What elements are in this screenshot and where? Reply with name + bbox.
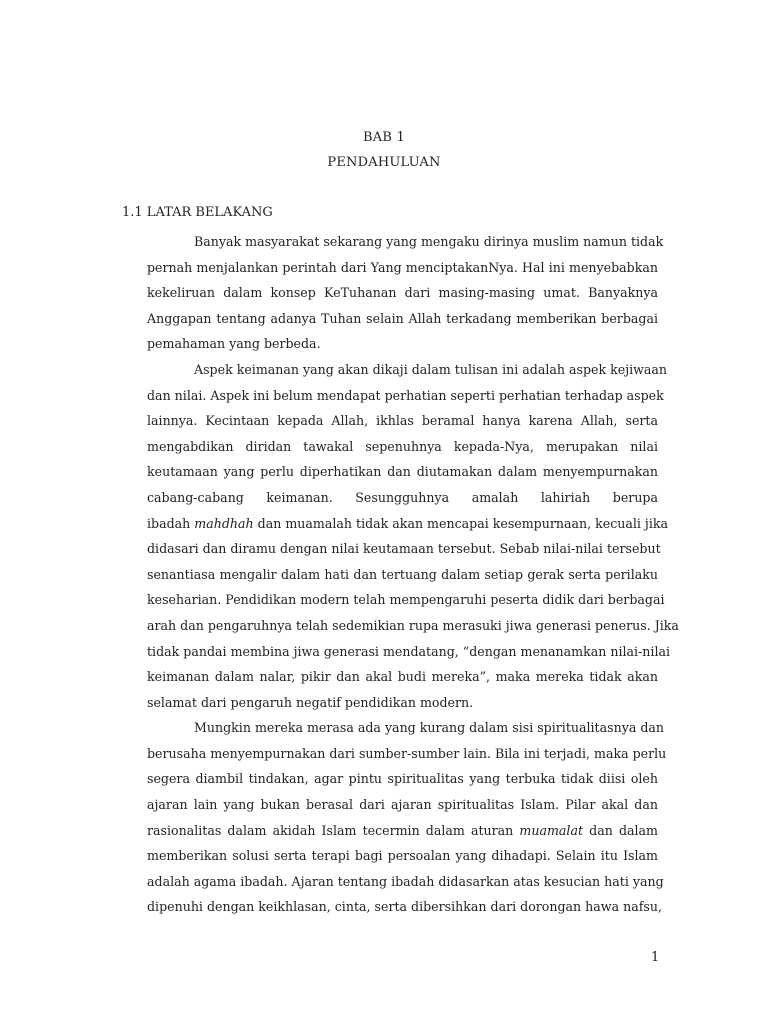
chapter-title: PENDAHULUAN [327,155,441,170]
page-number: 1 [651,950,660,965]
text-segment: dan dalam [583,822,658,838]
text-segment: rasionalitas dalam akidah Islam tecermin dalam aturan [147,822,520,838]
text-line: Banyak masyarakat sekarang yang mengaku dirinya muslim namun tidak [194,234,664,249]
text-line: ajaran lain yang bukan berasal dari ajaran spiritualitas Islam. Pilar akal dan [147,797,658,813]
text-line: keimanan dalam nalar, pikir dan akal budi mereka”, maka mereka tidak akan [147,669,658,685]
text-segment: dan muamalah tidak akan mencapai kesempurnaan, kecuali jika [253,515,668,531]
text-line: memberikan solusi serta terapi bagi persoalan yang dihadapi. Selain itu Islam [147,848,658,864]
text-line-mixed [147,818,658,844]
italic-term: mahdhah [194,515,254,531]
text-line: segera diambil tindakan, agar pintu spiritualitas yang terbuka tidak diisi oleh [147,771,658,787]
body-text [147,229,679,920]
text-line: arah dan pengaruhnya telah sedemikian rupa merasuki jiwa generasi penerus. Jika [147,617,679,633]
section-heading: 1.1 LATAR BELAKANG [122,205,273,220]
text-line: selamat dari pengaruh negatif pendidikan modern. [147,694,474,710]
text-line: pemahaman yang berbeda. [147,336,321,352]
text-line: dan nilai. Aspek ini belum mendapat perhatian seperti perhatian terhadap aspek [147,387,664,403]
text-line: kekeliruan dalam konsep KeTuhanan dari masing-masing umat. Banyaknya [147,285,658,301]
text-line: Anggapan tentang adanya Tuhan selain Allah terkadang memberikan berbagai [147,310,658,326]
text-line: lainnya. Kecintaan kepada Allah, ikhlas beramal hanya karena Allah, serta [147,413,658,429]
text-line: tidak pandai membina jiwa generasi mendatang, “dengan menanamkan nilai-nilai [147,643,671,659]
text-line: dipenuhi dengan keikhlasan, cinta, serta dibersihkan dari dorongan hawa nafsu, [147,899,662,915]
italic-term: muamalat [519,822,584,838]
text-line: Aspek keimanan yang akan dikaji dalam tulisan ini adalah aspek kejiwaan [194,361,668,377]
text-line: pernah menjalankan perintah dari Yang menciptakanNya. Hal ini menyebabkan [147,259,658,275]
text-line: senantiasa mengalir dalam hati dan tertuang dalam setiap gerak serta perilaku [147,566,658,582]
text-segment: ibadah [147,515,195,531]
text-line: Mungkin mereka merasa ada yang kurang dalam sisi spiritualitasnya dan [194,720,665,736]
text-line: didasari dan diramu dengan nilai keutamaan tersebut. Sebab nilai-nilai tersebut [147,541,661,557]
chapter-number: BAB 1 [363,130,405,145]
text-line: cabang-cabang keimanan. Sesungguhnya amalah lahiriah berupa [147,489,658,505]
text-line: adalah agama ibadah. Ajaran tentang ibadah didasarkan atas kesucian hati yang [147,873,664,889]
text-line: berusaha menyempurnakan dari sumber-sumber lain. Bila ini terjadi, maka perlu [147,745,667,761]
text-line: mengabdikan diridan tawakal sepenuhnya kepada-Nya, merupakan nilai [147,438,658,454]
text-line: keseharian. Pendidikan modern telah mempengaruhi peserta didik dari berbagai [147,592,665,608]
text-line: keutamaan yang perlu diperhatikan dan diutamakan dalam menyempurnakan [147,464,658,480]
text-line-mixed [147,511,668,537]
